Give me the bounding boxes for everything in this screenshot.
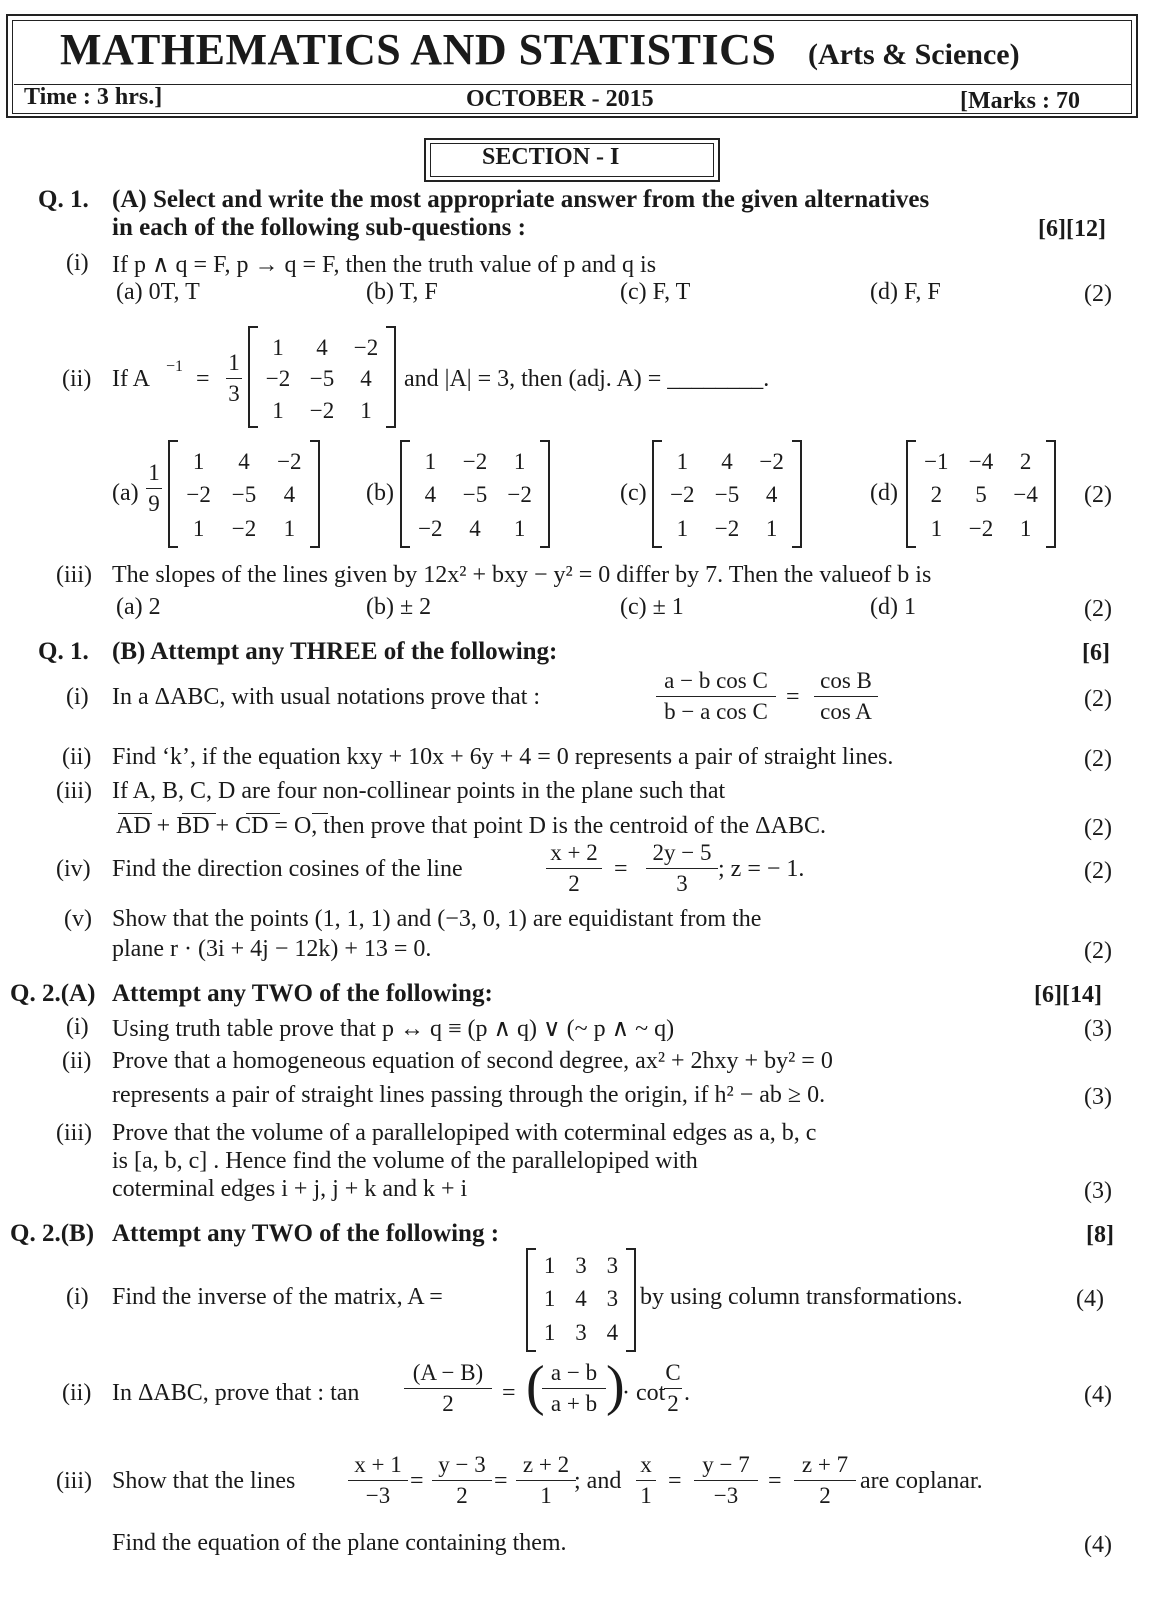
matrix-cell: 4 [283,482,296,508]
vector-bar [246,813,280,814]
matrix-cell: 3 [575,1319,587,1345]
matrix-cell: −2 [968,515,994,541]
q1a-iii-option-a: (a) 2 [116,594,161,620]
q1a-ii-matrix-main [248,326,396,428]
fraction-bar [636,1480,656,1481]
matrix-cell: 4 [606,1319,619,1345]
fraction-bar [794,1480,856,1481]
q2a-number: Q. 2.(A) [10,980,96,1007]
q1a-ii-fraction-bar [226,378,242,379]
q1a-ii-frac-num: 1 [228,350,240,375]
frac-num: 1 [148,460,160,485]
q2a-iii-line3: coterminal edges i + j, j + k and k + i [112,1176,468,1202]
q1b-iii-number: (iii) [56,778,92,804]
q1a-ii-matrix-b [400,440,550,548]
q1b-ii-text: Find ‘k’, if the equation kxy + 10x + 6y + 4 = 0 represents a pair of straight lines. [112,744,894,770]
matrix-cell: 1 [272,397,284,423]
matrix-cell: −5 [462,482,488,508]
matrix-cell: −2 [418,515,443,541]
header-divider [14,84,1132,85]
q1b-iii-line2: AD + BD + CD = O, then prove that point D is the centroid of the ΔABC. [116,813,826,839]
frac-den: 1 [640,1483,652,1508]
frac-num: C [665,1360,681,1385]
matrix-cell: 1 [765,515,778,541]
vector-bar [118,813,152,814]
equals-sign: = [768,1468,782,1494]
fraction-bar [814,696,878,697]
q1a-ii-superscript: −1 [166,358,184,375]
matrix-cell: −2 [186,482,211,508]
fraction-bar [432,1480,492,1481]
matrix-cell: 1 [272,335,284,360]
q2b-i-number: (i) [66,1284,89,1310]
frac-den: 2 [442,1391,454,1416]
matrix-cell: 2 [1019,449,1032,474]
q2b-iii-fraction-4 [636,1452,656,1509]
matrix-cell: 1 [283,515,296,541]
matrix-cell: 5 [975,482,987,508]
q2b-iii-tail: are coplanar. [860,1468,983,1494]
q2b-ii-cot: · cot [622,1380,666,1406]
q1b-i-text: In a ΔABC, with usual notations prove that : [112,684,541,710]
matrix-cell: −1 [924,449,949,474]
exam-date: OCTOBER - 2015 [466,86,654,112]
q2b-ii-equals: = [502,1380,516,1406]
q1b-v-number: (v) [64,906,92,932]
frac-den: cos A [820,699,872,724]
q1a-i-marks: (2) [1084,281,1112,307]
q2b-iii-fraction-1 [348,1452,408,1509]
matrix-cell: 1 [424,449,437,474]
q1a-iii-option-c: (c) ± 1 [620,594,684,620]
frac-num: z + 7 [801,1452,849,1477]
q2b-ii-fraction-3 [664,1360,682,1417]
matrix-cell: 1 [360,397,372,423]
fraction-bar [646,868,718,869]
exam-time: Time : 3 hrs.] [24,84,163,110]
page-title: MATHEMATICS AND STATISTICS [60,25,777,74]
q2b-ii-fraction-2 [542,1360,606,1417]
q2b-heading: Attempt any TWO of the following : [112,1220,500,1247]
q1b-iv-number: (iv) [56,856,91,882]
page-subtitle: (Arts & Science) [808,38,1020,71]
q1b-i-equals: = [786,684,800,710]
q1b-number: Q. 1. [38,638,89,665]
section-title: SECTION - I [482,144,620,170]
q2b-iii-line2: Find the equation of the plane containing them. [112,1530,567,1556]
matrix-cell: 4 [575,1286,587,1312]
matrix-cell: 1 [1019,515,1032,541]
q2b-i-tail: by using column transformations. [640,1284,963,1310]
q2b-iii-fraction-2 [432,1452,492,1509]
q2b-iii-lead: Show that the lines [112,1468,296,1494]
matrix-cell: 4 [721,449,733,474]
q1a-ii-matrix-d [906,440,1056,548]
q2b-i-matrix [526,1248,636,1352]
q1a-ii-matrix-c [652,440,802,548]
matrix-cell: −2 [714,515,740,541]
q1a-ii-option-c: (c) [620,480,647,506]
q2a-iii-line2: is [a, b, c] . Hence find the volume of the parallelopiped with [112,1148,698,1174]
frac-den: 2 [667,1391,679,1416]
frac-den: b − a cos C [664,699,768,724]
q1b-heading: (B) Attempt any THREE of the following: [112,638,558,665]
equals-sign: = [494,1468,508,1494]
q1a-iii-text: The slopes of the lines given by 12x² + bxy − y² = 0 differ by 7. Then the valueof b is [112,562,932,588]
matrix-cell: −2 [309,397,335,423]
matrix-cell: −2 [670,482,695,508]
q1b-iv-tail: ; z = − 1. [718,856,805,882]
matrix-cell: −2 [353,335,379,360]
equals-sign: = [668,1468,682,1494]
q2a-ii-line2: represents a pair of straight lines passing through the origin, if h² − ab ≥ 0. [112,1082,826,1108]
q2a-iii-marks: (3) [1084,1178,1112,1204]
q1a-instruction-line1: (A) Select and write the most appropriate answer from the given alternatives [112,186,930,213]
q1b-iv-marks: (2) [1084,858,1112,884]
frac-num: x + 1 [354,1452,402,1477]
q1a-ii-marks: (2) [1084,482,1112,508]
fraction-bar [664,1388,682,1389]
frac-num: x + 2 [550,840,598,865]
matrix-cell: 1 [543,1253,556,1278]
matrix-cell: −2 [231,515,257,541]
matrix-cell: 4 [238,449,250,474]
frac-den: 2 [819,1483,831,1508]
q2b-iii-fraction-5 [694,1452,758,1509]
q2b-ii-fraction-1 [404,1360,492,1417]
frac-den: −3 [713,1483,739,1508]
fraction-bar [656,696,776,697]
vector-bar [182,813,216,814]
frac-den: a + b [550,1391,598,1416]
frac-num: z + 2 [522,1452,570,1477]
frac-num: a − b [550,1360,598,1385]
q2a-iii-line1: Prove that the volume of a parallelopiped with coterminal edges as a, b, c [112,1120,817,1146]
exam-marks: [Marks : 70 [960,88,1080,114]
frac-den: 9 [148,491,160,516]
frac-num: y − 7 [702,1452,750,1477]
frac-num: a − b cos C [664,668,768,693]
q1a-marks: [6][12] [1038,216,1106,242]
matrix-cell: 3 [606,1286,619,1312]
q1a-iii-marks: (2) [1084,596,1112,622]
fraction-bar [694,1480,758,1481]
q2b-marks: [8] [1086,1222,1114,1248]
fraction-bar [516,1480,576,1481]
frac-den: 2 [456,1483,468,1508]
q1b-v-line1: Show that the points (1, 1, 1) and (−3, 0, 1) are equidistant from the [112,906,762,932]
matrix-cell: 1 [192,449,205,474]
matrix-cell: −5 [231,482,257,508]
frac-num: cos B [820,668,872,693]
q1b-iv-equals: = [614,856,628,882]
q1a-ii-number: (ii) [62,366,92,392]
matrix-cell: −2 [507,482,532,508]
q1a-number: Q. 1. [38,186,89,213]
q1a-iii-option-d: (d) 1 [870,594,916,620]
q2a-heading: Attempt any TWO of the following: [112,980,493,1007]
q2b-ii-lead: In ΔABC, prove that : tan [112,1380,360,1406]
q1b-iii-marks: (2) [1084,815,1112,841]
matrix-cell: 1 [676,449,689,474]
q2b-iii-marks: (4) [1084,1532,1112,1558]
matrix-cell: 3 [575,1253,587,1278]
q2a-ii-marks: (3) [1084,1084,1112,1110]
frac-num: 2y − 5 [652,840,712,865]
fraction-bar [348,1480,408,1481]
matrix-cell: 4 [469,515,481,541]
matrix-cell: −4 [1013,482,1038,508]
q1a-i-option-b: (b) T, F [366,279,438,305]
q1a-ii-frac-den: 3 [228,381,240,406]
q1b-i-fraction-1 [656,668,776,725]
q2a-ii-number: (ii) [62,1048,92,1074]
q1b-ii-number: (ii) [62,744,92,770]
q2b-number: Q. 2.(B) [10,1220,95,1247]
fraction-bar [546,868,602,869]
right-paren-glyph: ) [606,1355,625,1417]
q2a-marks: [6][14] [1034,982,1102,1008]
q2a-i-text: Using truth table prove that p ↔ q ≡ (p ∧ q) ∨ (~ p ∧ ~ q) [112,1016,675,1042]
q1a-ii-equals: = [196,366,210,392]
q1b-i-number: (i) [66,684,89,710]
q1b-v-line2: plane r · (3i + 4j − 12k) + 13 = 0. [112,936,432,962]
fraction-bar [146,488,162,489]
q1a-ii-fraction [226,350,242,407]
q1a-ii-option-a: (a) [112,480,139,506]
vector-bar [312,813,328,814]
q1b-iii-line1: If A, B, C, D are four non-collinear points in the plane such that [112,778,726,804]
equals-sign: = [410,1468,424,1494]
frac-den: 2 [568,871,580,896]
q2a-ii-line1: Prove that a homogeneous equation of second degree, ax² + 2hxy + by² = 0 [112,1048,833,1074]
q1a-i-number: (i) [66,250,89,276]
q1a-ii-matrix-a [168,440,320,548]
q1b-v-marks: (2) [1084,938,1112,964]
q1b-marks: [6] [1082,640,1110,666]
q2b-iii-fraction-3 [516,1452,576,1509]
q1b-ii-marks: (2) [1084,746,1112,772]
matrix-cell: 4 [765,482,778,508]
matrix-cell: 1 [543,1286,556,1312]
frac-num: (A − B) [412,1360,484,1385]
frac-num: x [640,1452,652,1477]
q1b-iv-text: Find the direction cosines of the line [112,856,463,882]
fraction-bar [404,1388,492,1389]
q2b-i-lead: Find the inverse of the matrix, A = [112,1284,443,1310]
q2a-i-marks: (3) [1084,1016,1112,1042]
q1a-ii-a-fraction [146,460,162,517]
q1a-iii-number: (iii) [56,562,92,588]
q2b-i-marks: (4) [1076,1286,1104,1312]
q1a-iii-option-b: (b) ± 2 [366,594,432,620]
matrix-cell: 1 [513,515,526,541]
left-paren-glyph: ( [526,1355,545,1417]
fraction-bar [542,1388,606,1389]
q1a-i-text: If p ∧ q = F, p → q = F, then the truth value of p and q is [112,252,657,278]
matrix-cell: 4 [316,335,328,360]
matrix-cell: 1 [930,515,943,541]
frac-den: −3 [365,1483,391,1508]
matrix-cell: −5 [714,482,740,508]
matrix-cell: 1 [543,1319,556,1345]
q1a-i-option-a: (a) 0T, T [116,279,200,305]
q1a-ii-option-b: (b) [366,480,394,506]
matrix-cell: 4 [360,366,372,392]
q2b-iii-mid: ; and [574,1468,622,1494]
matrix-cell: 1 [676,515,689,541]
q2b-ii-dot: . [684,1380,690,1406]
matrix-cell: −2 [462,449,488,474]
matrix-cell: −2 [277,449,302,474]
q1a-instruction-line2: in each of the following sub-questions : [112,214,526,241]
q2b-ii-number: (ii) [62,1380,92,1406]
frac-den: 3 [676,871,688,896]
matrix-cell: 2 [930,482,943,508]
q1b-i-fraction-2 [814,668,878,725]
matrix-cell: 1 [513,449,526,474]
q1b-i-marks: (2) [1084,686,1112,712]
q2b-ii-marks: (4) [1084,1382,1112,1408]
matrix-cell: 1 [192,515,205,541]
q1a-i-option-c: (c) F, T [620,279,691,305]
frac-den: 1 [540,1483,552,1508]
q1a-i-option-d: (d) F, F [870,279,941,305]
matrix-cell: −2 [265,366,291,392]
q1a-ii-option-d: (d) [870,480,898,506]
q2a-iii-number: (iii) [56,1120,92,1146]
matrix-cell: 3 [606,1253,619,1278]
matrix-cell: −5 [309,366,335,392]
q2b-iii-number: (iii) [56,1468,92,1494]
q1a-ii-lead: If A [112,366,150,392]
q1b-iv-fraction-1 [546,840,602,897]
q1a-ii-tail: and |A| = 3, then (adj. A) = ________. [404,366,770,392]
frac-num: y − 3 [438,1452,486,1477]
matrix-cell: −2 [759,449,784,474]
matrix-cell: −4 [968,449,994,474]
matrix-cell: 4 [424,482,437,508]
q2b-iii-fraction-6 [794,1452,856,1509]
q1b-iv-fraction-2 [646,840,718,897]
q2a-i-number: (i) [66,1014,89,1040]
